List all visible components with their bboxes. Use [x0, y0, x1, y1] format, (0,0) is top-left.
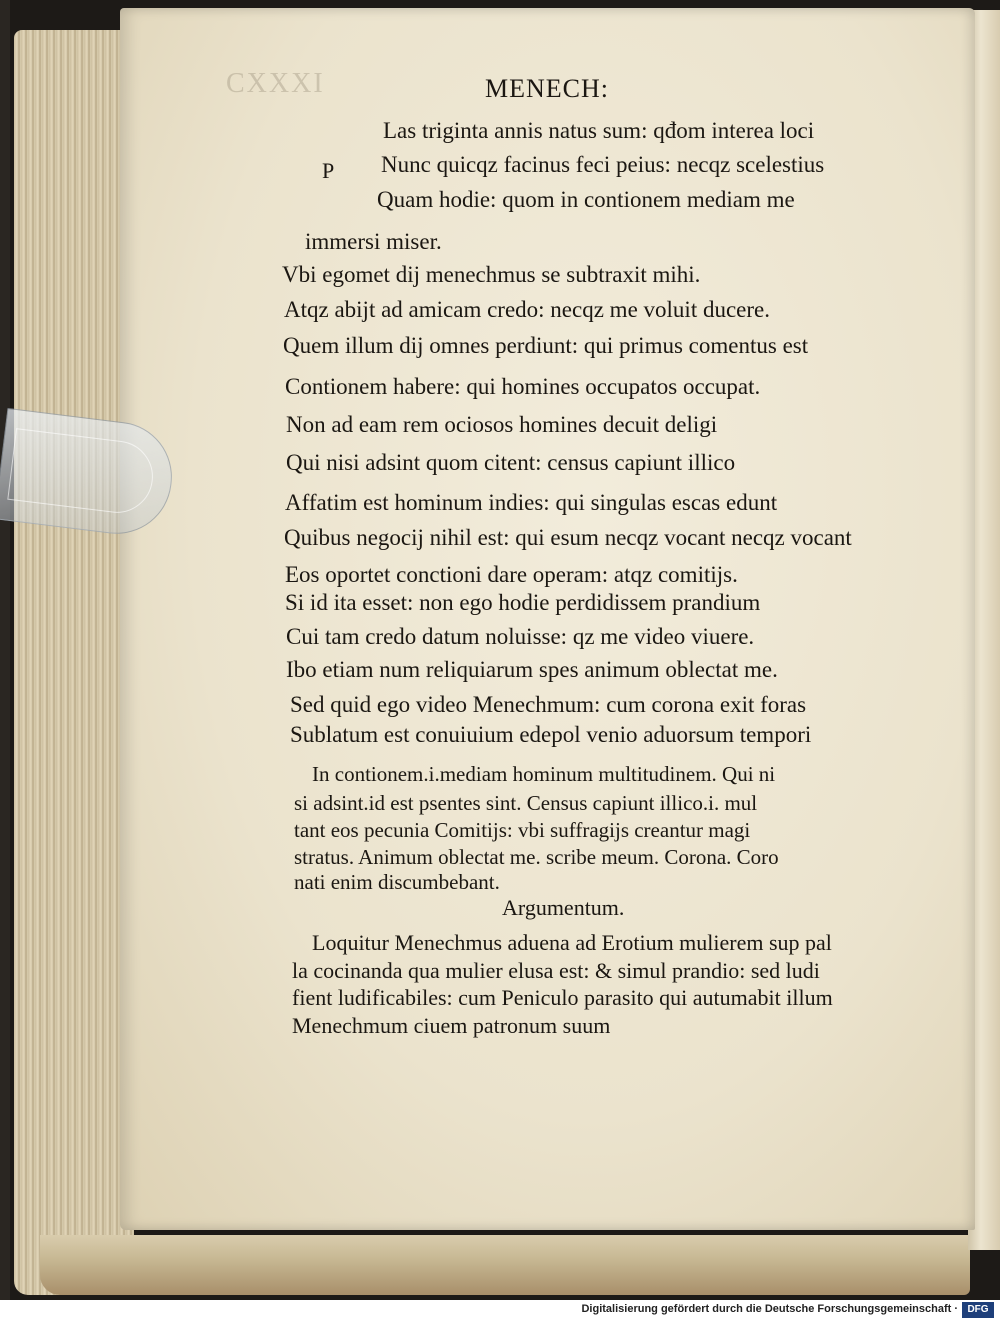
verse-line: Non ad eam rem ociosos homines decuit deligi [286, 412, 718, 437]
footer-bar [0, 1300, 1000, 1321]
argument-line: fient ludificabiles: cum Peniculo parasito qui autumabit illum [292, 985, 833, 1010]
verse-line: Si id ita esset: non ego hodie perdidissem prandium [285, 590, 761, 615]
dfg-logo: DFG [962, 1302, 994, 1318]
verse-line: Affatim est hominum indies: qui singulas escas edunt [285, 490, 778, 515]
verse-line: Quam hodie: quom in contionem mediam me [377, 187, 795, 212]
commentary-line: tant eos pecunia Comitijs: vbi suffragijs creantur magi [294, 818, 751, 842]
page-clip-inner [7, 428, 157, 517]
verse-line: Quibus negocij nihil est: qui esum necqz vocant necqz vocant [284, 525, 852, 550]
commentary-line: nati enim discumbebant. [294, 870, 500, 894]
argument-heading: Argumentum. [502, 895, 625, 920]
verse-line: Quem illum dij omnes perdiunt: qui primus comentus est [283, 333, 809, 358]
page-edges [14, 30, 134, 1295]
argument-line: la cocinanda qua mulier elusa est: & simul prandio: sed ludi [292, 958, 820, 983]
verse-line: Ibo etiam num reliquiarum spes animum oblectat me. [286, 657, 778, 682]
verse-line: Atqz abijt ad amicam credo: necqz me voluit ducere. [284, 297, 770, 322]
verse-line: Las triginta annis natus sum: qđom interea loci [383, 118, 815, 143]
commentary-line: si adsint.id est psentes sint. Census capiunt illico.i. mul [294, 791, 758, 815]
verse-line: Qui nisi adsint quom citent: census capiunt illico [286, 450, 736, 475]
verse-line: Sublatum est conuiuium edepol venio aduorsum tempori [290, 722, 812, 747]
folio-number: CXXXI [226, 68, 325, 99]
verse-line: immersi miser. [305, 229, 442, 254]
argument-line: Menechmum ciuem patronum suum [292, 1013, 611, 1038]
commentary-line: In contionem.i.mediam hominum multitudinem. Qui ni [312, 762, 776, 786]
book-bottom-edge [40, 1235, 970, 1295]
verse-line: Sed quid ego video Menechmum: cum corona exit foras [290, 692, 807, 717]
running-head: MENECH: [485, 74, 609, 103]
verse-line: Eos oportet conctioni dare operam: atqz comitijs. [285, 562, 738, 587]
commentary-line: stratus. Animum oblectat me. scribe meum. Corona. Coro [294, 845, 779, 869]
verse-line: Contionem habere: qui homines occupatos occupat. [285, 374, 761, 399]
speaker-marker: P [322, 158, 335, 183]
funding-credit: Digitalisierung gefördert durch die Deutsche Forschungsgemeinschaft · [581, 1303, 958, 1315]
verse-line: Vbi egomet dij menechmus se subtraxit mihi. [282, 262, 701, 287]
verse-line: Cui tam credo datum noluisse: qz me video viuere. [286, 624, 755, 649]
verse-line: Nunc quicqz facinus feci peius: necqz scelestius [381, 152, 825, 177]
argument-line: Loquitur Menechmus aduena ad Erotium mulierem sup pal [312, 930, 832, 955]
